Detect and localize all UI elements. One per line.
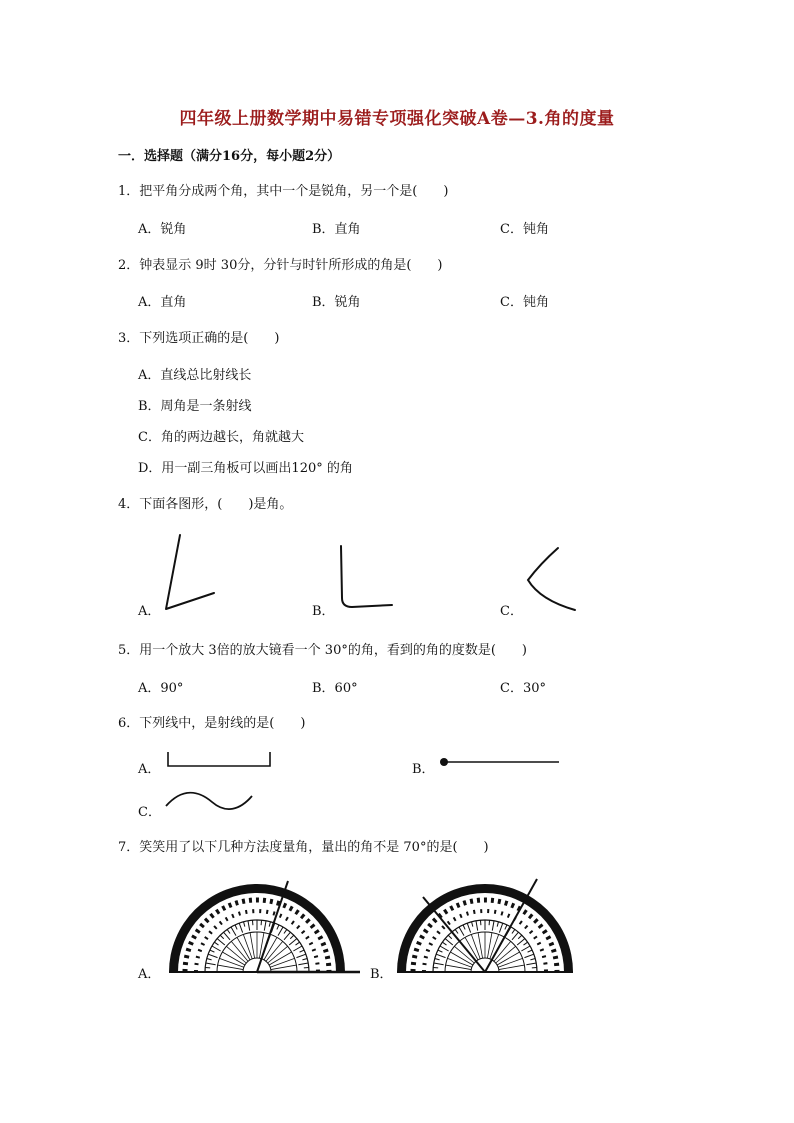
q2-option-c[interactable]: C．钝角	[500, 295, 549, 310]
q6-option-b[interactable]: B．	[412, 762, 435, 777]
q4-option-b[interactable]: B．	[312, 604, 335, 619]
q5-option-a[interactable]: A．90°	[138, 681, 184, 696]
q3-option-a[interactable]: A．直线总比射线长	[138, 368, 252, 383]
q2-option-b[interactable]: B．锐角	[312, 295, 361, 310]
q3-option-c[interactable]: C．角的两边越长，角就越大	[138, 430, 304, 445]
q6-figure-b-ray	[435, 752, 565, 772]
q1-option-b[interactable]: B．直角	[312, 222, 361, 237]
q7-protractor-a	[160, 875, 365, 975]
q6-option-a[interactable]: A．	[138, 762, 161, 777]
section-heading: 一．选择题（满分16分，每小题2分）	[118, 149, 341, 164]
q6-figure-c-curve	[160, 786, 260, 816]
question-1: 1．把平角分成两个角，其中一个是锐角，另一个是( )	[118, 184, 449, 199]
question-3: 3．下列选项正确的是( )	[118, 331, 280, 346]
q4-option-c[interactable]: C．	[500, 604, 523, 619]
q4-figure-c-curved-line	[520, 540, 600, 620]
q4-figure-b-curved-corner	[330, 540, 410, 620]
q4-option-a[interactable]: A．	[138, 604, 161, 619]
question-2: 2．钟表显示 9时 30分，分针与时针所形成的角是( )	[118, 258, 443, 273]
question-5: 5．用一个放大 3倍的放大镜看一个 30°的角，看到的角的度数是( )	[118, 643, 527, 658]
q7-option-b[interactable]: B．	[370, 967, 393, 982]
q4-figure-a-acute-angle	[150, 525, 230, 620]
q1-option-c[interactable]: C．钝角	[500, 222, 549, 237]
question-6: 6．下列线中，是射线的是( )	[118, 716, 306, 731]
q2-option-a[interactable]: A．直角	[138, 295, 187, 310]
q3-option-b[interactable]: B．周角是一条射线	[138, 399, 252, 414]
q7-protractor-b	[395, 875, 580, 975]
q6-option-c[interactable]: C．	[138, 805, 161, 820]
q1-option-a[interactable]: A．锐角	[138, 222, 187, 237]
q5-option-b[interactable]: B．60°	[312, 681, 358, 696]
q3-option-d[interactable]: D．用一副三角板可以画出120° 的角	[138, 461, 353, 476]
q6-figure-a-segment	[160, 748, 280, 772]
page-title: 四年级上册数学期中易错专项强化突破A卷—3.角的度量	[179, 109, 615, 129]
question-7: 7．笑笑用了以下几种方法度量角，量出的角不是 70°的是( )	[118, 840, 489, 855]
question-4: 4．下面各图形，( )是角。	[118, 497, 293, 512]
q5-option-c[interactable]: C．30°	[500, 681, 546, 696]
q7-option-a[interactable]: A．	[138, 967, 161, 982]
